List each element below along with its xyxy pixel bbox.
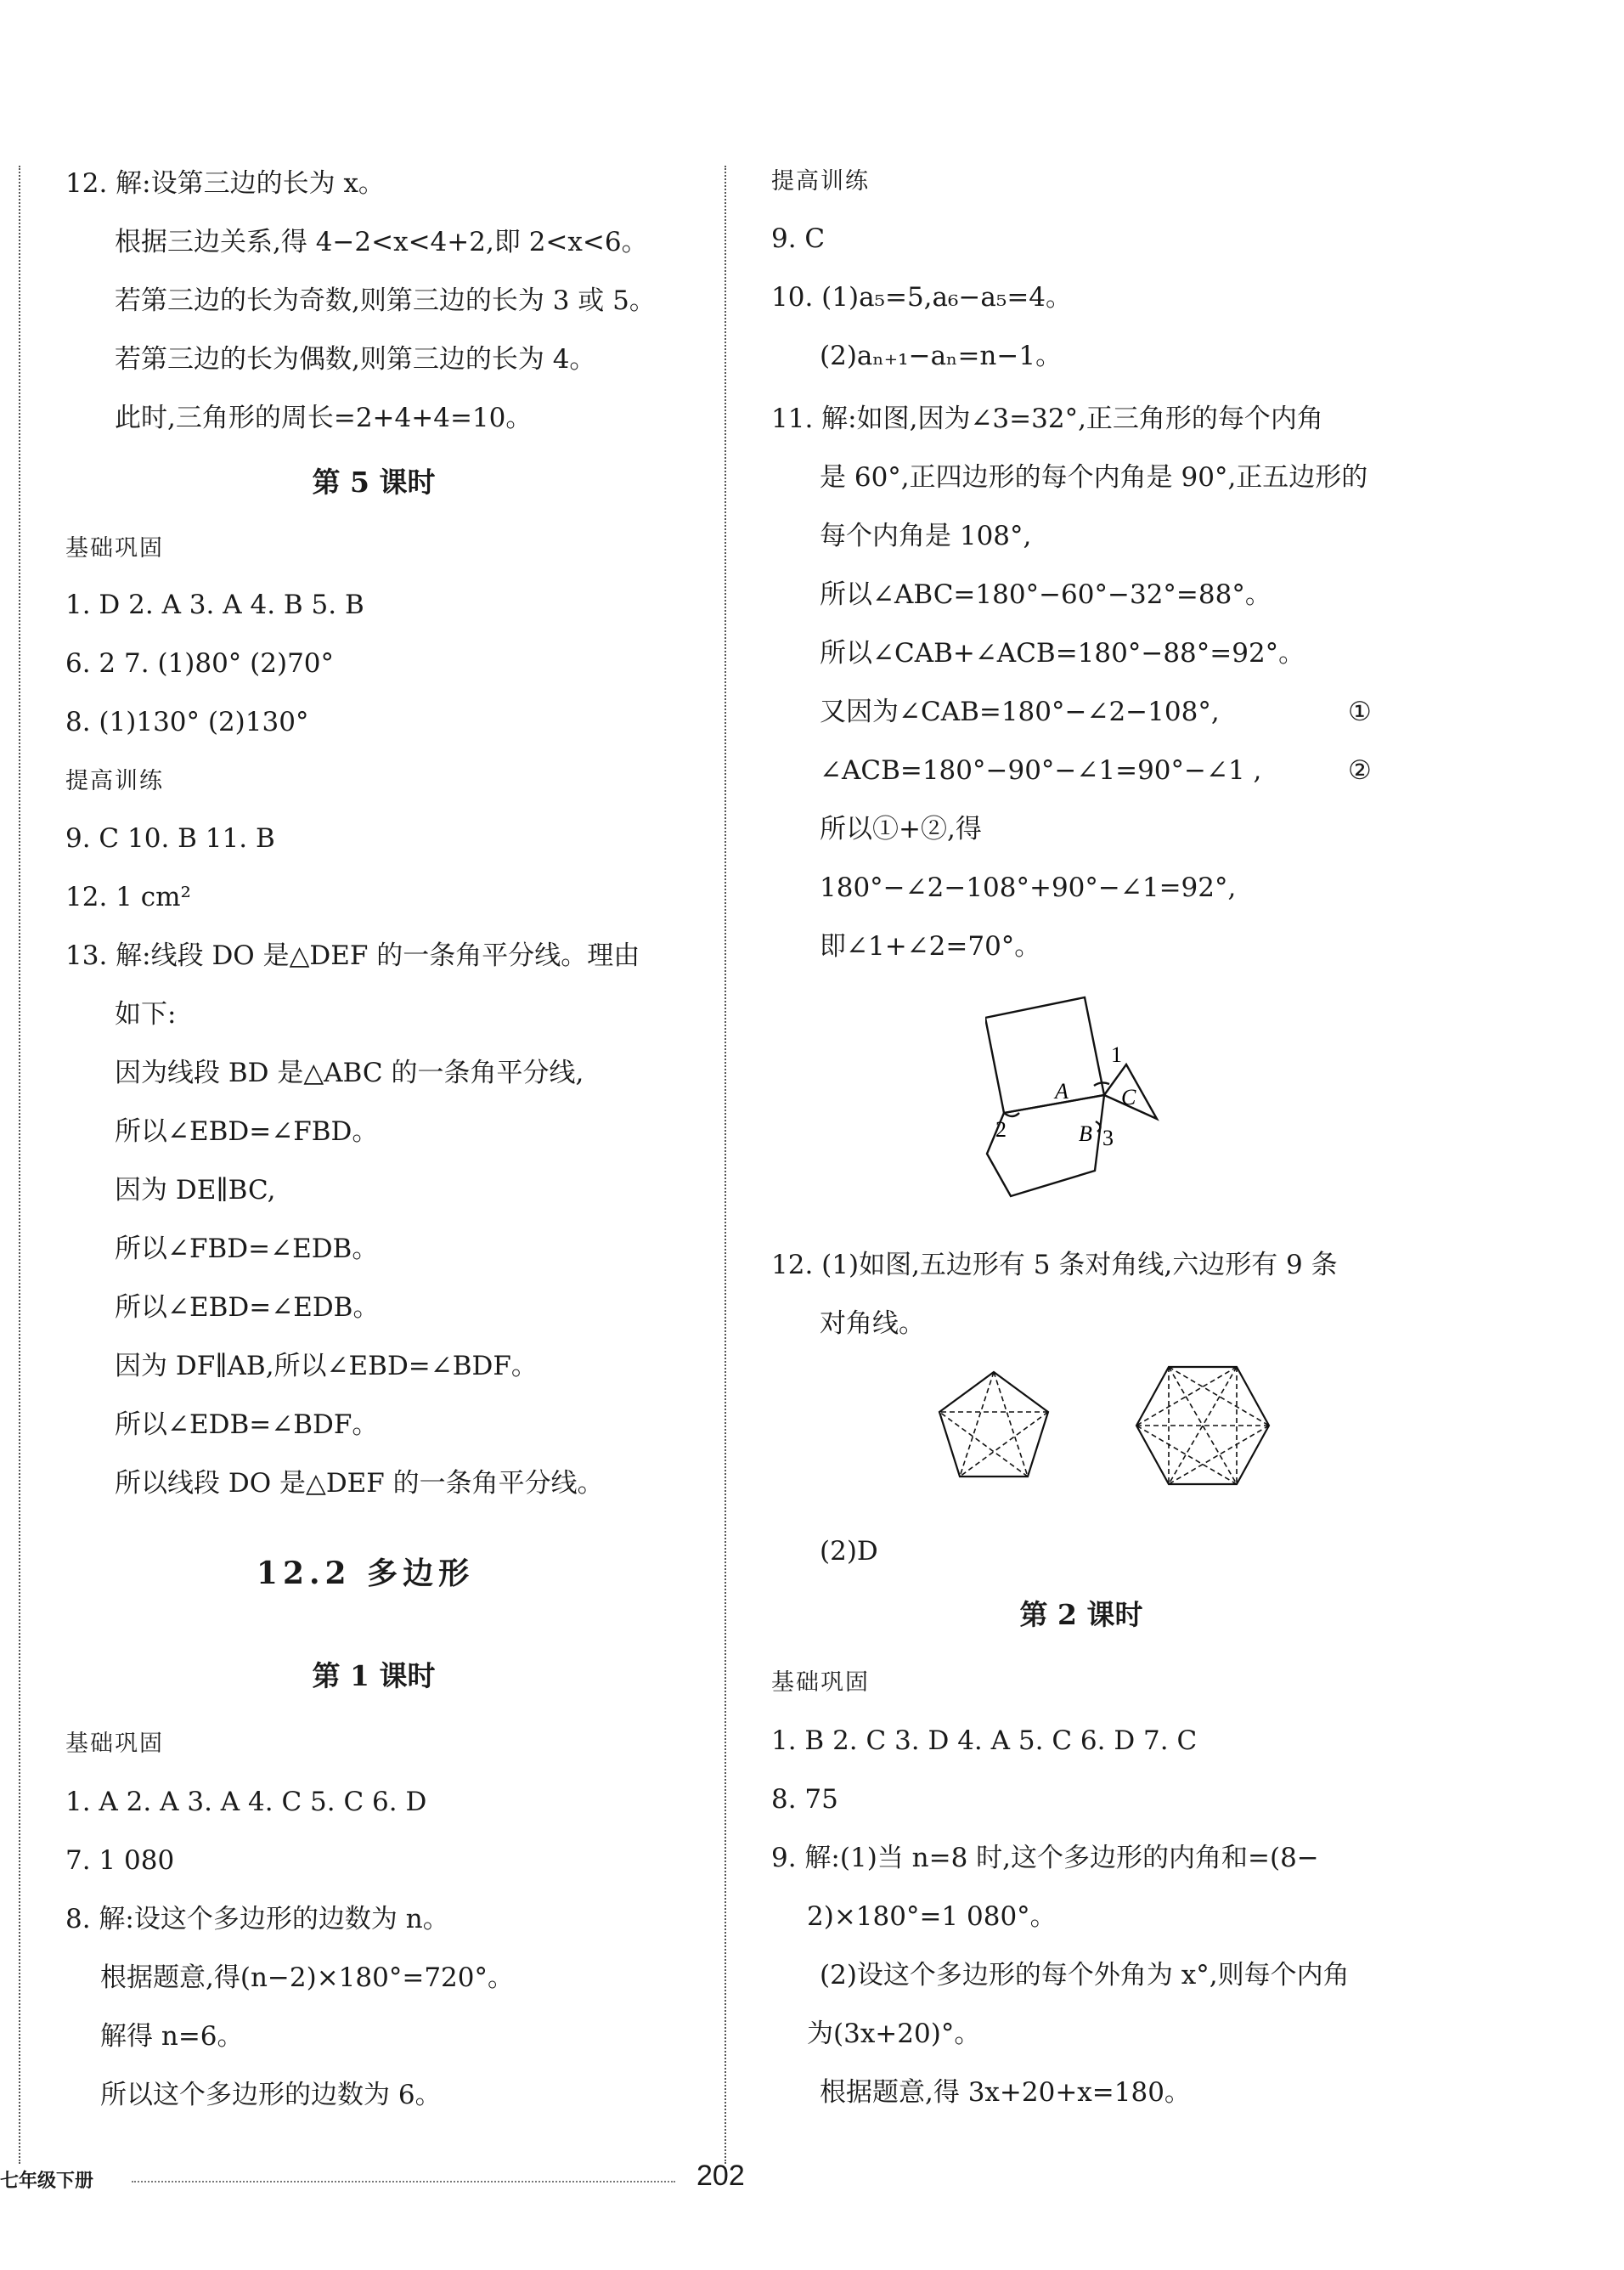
lesson2-answer-1: 8. 75 bbox=[771, 1784, 838, 1815]
improve-label-right: 提高训练 bbox=[771, 168, 870, 195]
label-3: 3 bbox=[1102, 1126, 1114, 1150]
q8-line-0: 8. 解:设这个多边形的边数为 n。 bbox=[65, 1904, 449, 1934]
q11-line-2: 每个内角是 108°, bbox=[820, 521, 1032, 551]
q11-line-8: 180°−∠2−108°+90°−∠1=92°, bbox=[820, 872, 1237, 903]
q9b-line-2: (2)设这个多边形的每个外角为 x°,则每个内角 bbox=[820, 1960, 1350, 1990]
q11-line-6: ∠ACB=180°−90°−∠1=90°−∠1 , bbox=[820, 755, 1262, 786]
q13-line-6: 所以∠EBD=∠EDB。 bbox=[115, 1292, 380, 1323]
basic-label-2: 基础巩固 bbox=[65, 1731, 164, 1757]
page-number: 202 bbox=[696, 2160, 745, 2192]
q12-line-1: 根据三边关系,得 4−2<x<4+2,即 2<x<6。 bbox=[115, 227, 648, 257]
q13-line-9: 所以线段 DO 是△DEF 的一条角平分线。 bbox=[115, 1468, 604, 1499]
q9b-line-0: 9. 解:(1)当 n=8 时,这个多边形的内角和=(8− bbox=[771, 1843, 1319, 1873]
lesson1-title: 第 1 课时 bbox=[312, 1659, 436, 1692]
equation-mark-2: ② bbox=[1348, 755, 1372, 786]
binding-line-left bbox=[19, 166, 20, 2164]
basic-label-right: 基础巩固 bbox=[771, 1669, 870, 1696]
angle-2-arc bbox=[1004, 1113, 1019, 1116]
basic-answer-0: 1. D 2. A 3. A 4. B 5. B bbox=[65, 590, 364, 620]
lesson1-answer-0: 1. A 2. A 3. A 4. C 5. C 6. D bbox=[65, 1787, 427, 1817]
q13-line-4: 因为 DE∥BC, bbox=[115, 1175, 276, 1206]
improve-label: 提高训练 bbox=[65, 768, 164, 794]
basic-answer-1: 6. 2 7. (1)80° (2)70° bbox=[65, 648, 335, 679]
label-a: A bbox=[1055, 1079, 1069, 1104]
q12-line-4: 此时,三角形的周长=2+4+4=10。 bbox=[115, 403, 533, 433]
q8-line-2: 解得 n=6。 bbox=[100, 2021, 244, 2052]
q8-line-3: 所以这个多边形的边数为 6。 bbox=[100, 2080, 442, 2110]
footer-grade: 七年级下册 bbox=[0, 2171, 94, 2192]
label-b: B bbox=[1079, 1121, 1092, 1146]
lesson1-answer-1: 7. 1 080 bbox=[65, 1845, 175, 1876]
binding-line-middle bbox=[725, 166, 726, 2164]
q13-line-2: 因为线段 BD 是△ABC 的一条角平分线, bbox=[115, 1058, 584, 1088]
basic-label: 基础巩固 bbox=[65, 535, 164, 562]
q12-right-line-1: 对角线。 bbox=[820, 1308, 925, 1339]
improve-answer-1: 12. 1 cm² bbox=[65, 882, 191, 912]
q11-line-3: 所以∠ABC=180°−60°−32°=88°。 bbox=[820, 579, 1272, 610]
q9-answer: 9. C bbox=[771, 223, 826, 254]
basic-answer-2: 8. (1)130° (2)130° bbox=[65, 707, 309, 737]
q13-line-0: 13. 解:线段 DO 是△DEF 的一条角平分线。理由 bbox=[65, 940, 640, 971]
q12-line-0: 12. 解:设第三边的长为 x。 bbox=[65, 168, 385, 199]
q13-line-3: 所以∠EBD=∠FBD。 bbox=[115, 1116, 379, 1147]
q13-line-5: 所以∠FBD=∠EDB。 bbox=[115, 1234, 379, 1264]
section-title: 12.2 多边形 bbox=[256, 1556, 475, 1591]
q12-line-3: 若第三边的长为偶数,则第三边的长为 4。 bbox=[115, 344, 596, 375]
q10-line-1: (2)aₙ₊₁−aₙ=n−1。 bbox=[820, 341, 1063, 371]
q13-line-8: 所以∠EDB=∠BDF。 bbox=[115, 1409, 379, 1440]
q12-right-line-0: 12. (1)如图,五边形有 5 条对角线,六边形有 9 条 bbox=[771, 1250, 1338, 1280]
lesson5-title: 第 5 课时 bbox=[312, 466, 436, 499]
q9b-line-1: 2)×180°=1 080°。 bbox=[807, 1901, 1057, 1932]
equation-mark-1: ① bbox=[1348, 697, 1372, 727]
lesson2-title: 第 2 课时 bbox=[1019, 1598, 1143, 1631]
lesson2-answer-0: 1. B 2. C 3. D 4. A 5. C 6. D 7. C bbox=[771, 1725, 1198, 1756]
q11-line-4: 所以∠CAB+∠ACB=180°−88°=92°。 bbox=[820, 638, 1305, 669]
q11-line-0: 11. 解:如图,因为∠3=32°,正三角形的每个内角 bbox=[771, 404, 1323, 434]
q13-line-7: 因为 DF∥AB,所以∠EBD=∠BDF。 bbox=[115, 1351, 538, 1381]
q11-line-1: 是 60°,正四边形的每个内角是 90°,正五边形的 bbox=[820, 462, 1368, 493]
hexagon-diagonals-figure bbox=[1133, 1362, 1272, 1489]
q11-line-7: 所以①+②,得 bbox=[820, 814, 982, 844]
label-1: 1 bbox=[1111, 1042, 1122, 1067]
q13-line-1: 如下: bbox=[115, 999, 177, 1030]
label-2: 2 bbox=[995, 1117, 1007, 1142]
square-shape bbox=[985, 997, 1104, 1113]
label-c: C bbox=[1121, 1085, 1136, 1110]
q12-right-line-2: (2)D bbox=[820, 1536, 878, 1567]
polygon-angle-figure bbox=[985, 985, 1189, 1215]
q8-line-1: 根据题意,得(n−2)×180°=720°。 bbox=[100, 1962, 514, 1993]
q10-line-0: 10. (1)a₅=5,a₆−a₅=4。 bbox=[771, 282, 1073, 313]
q11-line-5: 又因为∠CAB=180°−∠2−108°, bbox=[820, 697, 1220, 727]
q11-line-9: 即∠1+∠2=70°。 bbox=[820, 931, 1041, 962]
q9b-line-4: 根据题意,得 3x+20+x=180。 bbox=[820, 2077, 1191, 2108]
improve-answer-0: 9. C 10. B 11. B bbox=[65, 823, 275, 854]
q12-line-2: 若第三边的长为奇数,则第三边的长为 3 或 5。 bbox=[115, 285, 656, 316]
pentagon-diagonals-figure bbox=[934, 1368, 1053, 1487]
footer-divider bbox=[132, 2181, 675, 2182]
q9b-line-3: 为(3x+20)°。 bbox=[807, 2019, 981, 2049]
angle-3-arc bbox=[1096, 1121, 1101, 1132]
